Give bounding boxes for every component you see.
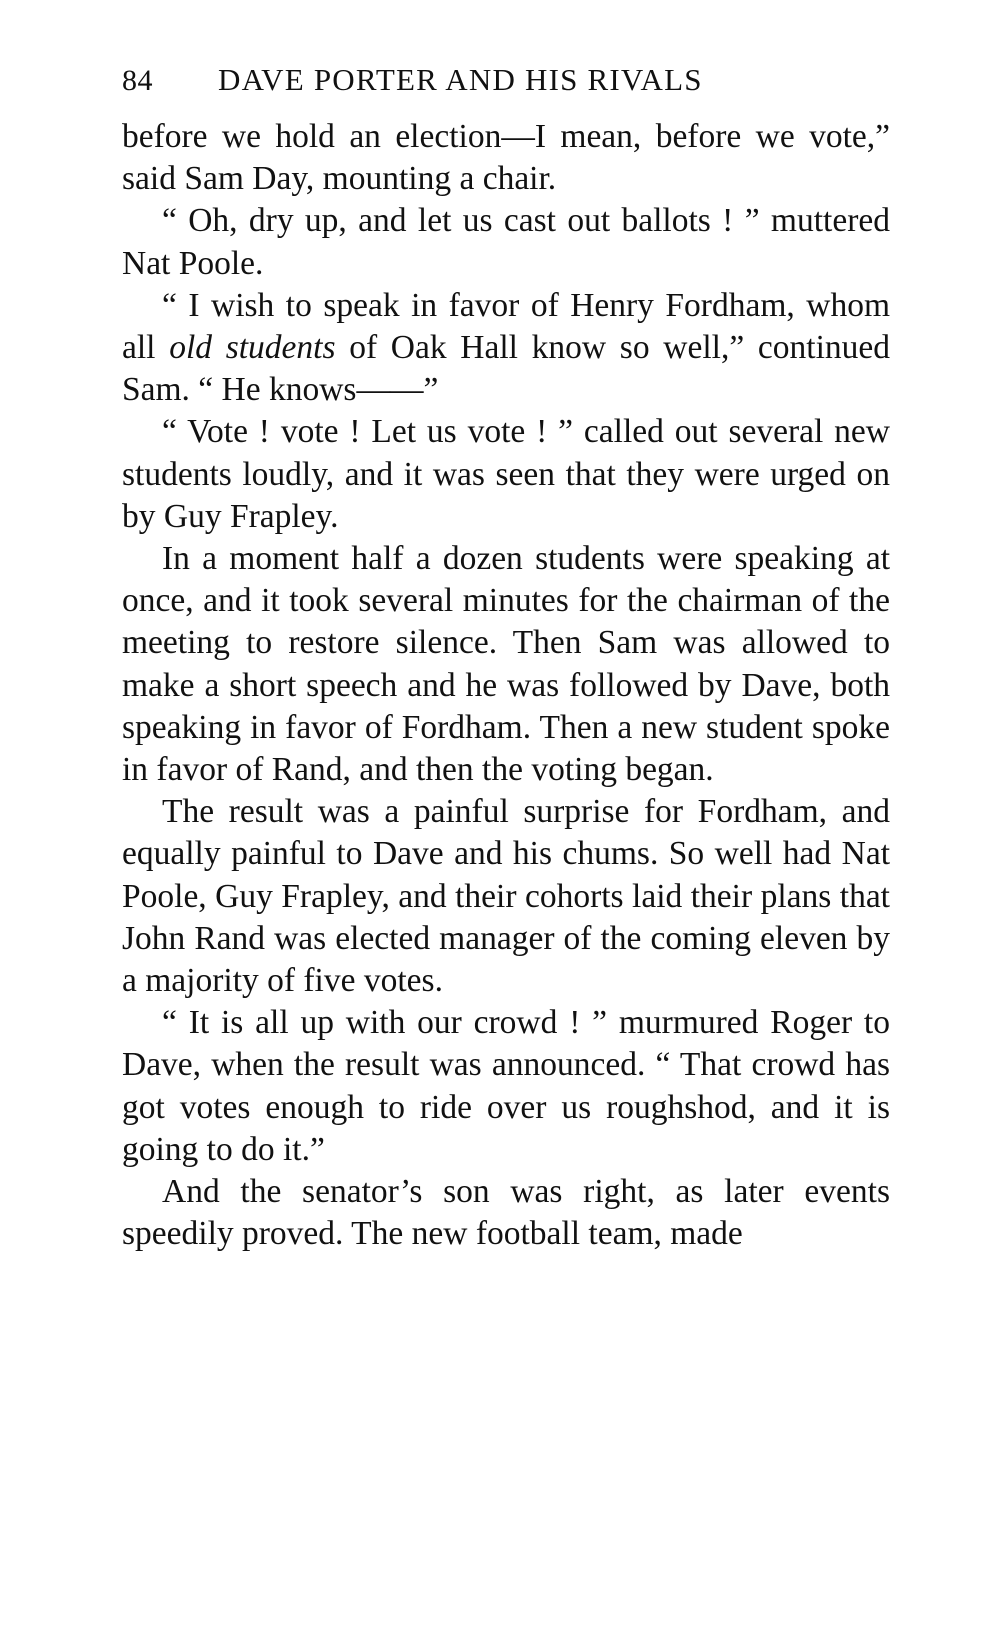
book-page [122,62,890,1255]
paragraph-2: “ Oh, dry up, and let us cast out ballots ! ” muttered Nat Poole. [122,202,890,282]
paragraph-5: In a moment half a dozen students were speaking at once, and it took several minutes for the chairman of the meeting to restore silence. Then Sam was allowed to make a short speech and he was followed by Dave, both speaking in favor of Fordham. Then a new student spoke in favor of Rand, and then the voting began. [122,540,890,789]
paragraph-3 [122,285,890,412]
running-header [122,62,890,116]
book-title: DAVE PORTER AND HIS RIVALS [218,62,703,97]
paragraph-3-part-1: “ I wish to speak in favor of Henry Fordham, whom all [122,286,890,367]
paragraph-3-part-2: of Oak Hall know so well,” continued Sam. “ He knows——” [122,329,890,409]
body-text [122,116,890,1255]
paragraph-4: “ Vote ! vote ! Let us vote ! ” called out several new students loudly, and it was seen that they were urged on by Guy Frapley. [122,413,890,535]
paragraph-6: The result was a painful surprise for Fordham, and equally painful to Dave and his chums. So well had Nat Poole, Guy Frapley, and their cohorts laid their plans that John Rand was elected manager of the coming eleven by a majority of five votes. [122,793,890,1000]
page-number: 84 [122,64,153,97]
paragraph-8: And the senator’s son was right, as later events speedily proved. The new football team, made [122,1173,890,1253]
paragraph-1: before we hold an election—I mean, before we vote,” said Sam Day, mounting a chair. [122,118,890,198]
paragraph-7: “ It is all up with our crowd ! ” murmured Roger to Dave, when the result was announced. “ That crowd has got votes enough to ride over us roughshod, and it is going to do it.” [122,1004,890,1168]
italic-old-students: old students [169,329,336,367]
